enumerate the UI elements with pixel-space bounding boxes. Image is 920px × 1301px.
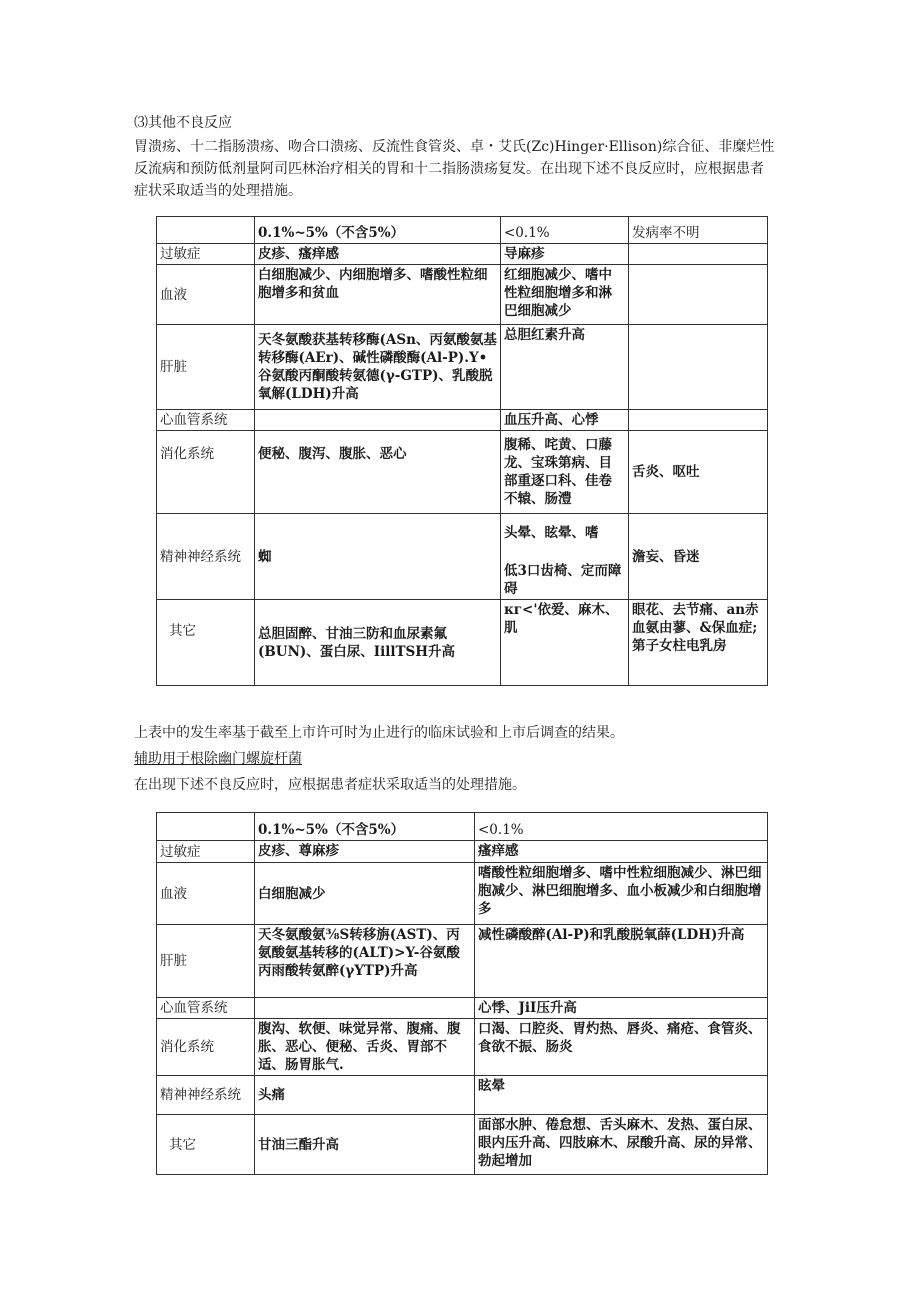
adverse-reaction-table-1 [156, 216, 768, 686]
table-cell: 甘油三酯升高 [255, 1115, 475, 1175]
table-cell: 血压升高、心悸 [501, 410, 629, 431]
table-cell: 总胆红素升高 [501, 325, 629, 410]
table-cell [629, 410, 768, 431]
header-cell: 发病率不明 [629, 217, 768, 244]
header-cell: 0.1%~5%（不含5%） [255, 217, 501, 244]
row-label: 消化系统 [157, 431, 255, 514]
table-row [157, 998, 768, 1019]
row-label: 过敏症 [157, 841, 255, 863]
row-label: 过敏症 [157, 244, 255, 265]
paragraph-line: 胃溃疡、十二指肠溃疡、吻合口溃疡、反流性食管炎、卓・艾氏(Zc)Hinger·Ellison)综合征、非糜烂性 [134, 139, 775, 155]
header-cell: <0.1% [501, 217, 629, 244]
row-label: 血液 [157, 863, 255, 925]
table-row [157, 841, 768, 863]
table-cell: 心悸、JiI压升高 [475, 998, 768, 1019]
table-header-row [157, 813, 768, 841]
section-heading: ⑶其他不良反应 [134, 115, 232, 131]
paragraph [134, 136, 814, 202]
header-cell: 0.1%~5%（不含5%） [255, 813, 475, 841]
table-cell: 瘙痒感 [475, 841, 768, 863]
table-cell: 白细胞减少 [255, 863, 475, 925]
table-row [157, 1076, 768, 1115]
table-row [157, 244, 768, 265]
header-cell [157, 813, 255, 841]
table-cell: 蜘 [255, 514, 501, 600]
row-label: 血液 [157, 265, 255, 325]
row-label: 消化系统 [157, 1019, 255, 1076]
table-row [157, 1115, 768, 1175]
table-row [157, 265, 768, 325]
table-header-row [157, 217, 768, 244]
row-label: 肝脏 [157, 925, 255, 998]
table-cell [255, 998, 475, 1019]
adverse-reaction-table-2 [156, 812, 768, 1175]
table-cell: 腹沟、软便、味觉异常、腹痛、腹胀、恶心、便秘、舌炎、胃部不适、肠胃胀气. [255, 1019, 475, 1076]
table-cell: 总胆固醉、甘油三防和血尿素氟(BUN)、蛋白尿、IillTSH升高 [255, 600, 501, 686]
table-cell [629, 244, 768, 265]
table-cell: 舌炎、呕吐 [629, 431, 768, 514]
table-cell: кг<'依爱、麻木、肌 [501, 600, 629, 686]
table-cell: 便秘、腹泻、腹胀、恶心 [255, 431, 501, 514]
table-cell: 皮疹、尊麻疹 [255, 841, 475, 863]
table-cell: 眼花、去节痛、an赤血氨由蓼、&保血症;第子女柱电乳房 [629, 600, 768, 686]
row-label: 其它 [157, 600, 255, 686]
table-cell: 面部水肿、倦怠想、舌头麻木、发热、蛋白尿、眼内压升高、四肢麻木、尿酸升高、尿的异常、勃起增加 [475, 1115, 768, 1175]
table-cell: 眩晕 [475, 1076, 768, 1115]
table-row [157, 431, 768, 514]
header-cell: <0.1% [475, 813, 768, 841]
table-cell [629, 325, 768, 410]
table-cell: 头痛 [255, 1076, 475, 1115]
table-row [157, 325, 768, 410]
paragraph-line: 症状采取适当的处理措施。 [134, 183, 302, 199]
table-cell [501, 514, 629, 600]
header-cell [157, 217, 255, 244]
table-cell: 白细胞减少、内细胞增多、嗜酸性粒细胞增多和贫血 [255, 265, 501, 325]
row-label: 其它 [157, 1115, 255, 1175]
table-cell: 天冬氨酸获基转移酶(ASn、丙氨酸氨基转移酶(AEr)、碱性磷酸酶(Al-P).Y•谷氨酸丙酮酸转氨德(γ-GTP)、乳酸脱氧解(LDH)升高 [255, 325, 501, 410]
table-cell: 口渴、口腔炎、胃灼热、唇炎、痛疮、食管炎、食欲不振、肠炎 [475, 1019, 768, 1076]
table-row [157, 600, 768, 686]
paragraph-line: 反流病和预防低剂量阿司匹林治疗相关的胃和十二指肠溃疡复发。在出现下述不良反应时，应根据患者 [134, 161, 764, 177]
cell-text: 低3口齿椅、定而障碍 [504, 563, 622, 597]
table-row [157, 410, 768, 431]
table-cell [255, 410, 501, 431]
row-label: 精神神经系统 [157, 514, 255, 600]
table-cell: 天冬氨酸氨⅜S转移旃(AST)、丙氨酸氨基转移的(ALT)>Y-谷氨酸丙雨酸转氨醉(γYTP)升高 [255, 925, 475, 998]
cell-text: 头晕、眩晕、嗜 [504, 525, 599, 541]
table-cell: 减性磷酸醉(Al-P)和乳酸脱氧薛(LDH)升高 [475, 925, 768, 998]
results-note: 上表中的发生率基于截至上市许可时为止进行的临床试验和上市后调查的结果。 [134, 725, 624, 741]
table-row [157, 1019, 768, 1076]
table-row [157, 925, 768, 998]
table-cell: 澹妄、昏迷 [629, 514, 768, 600]
row-label: 精神神经系统 [157, 1076, 255, 1115]
instruction-text: 在出现下述不良反应时，应根据患者症状采取适当的处理措施。 [134, 777, 526, 793]
table-cell: 红细胞减少、嗜中性粒细胞增多和淋巴细胞减少 [501, 265, 629, 325]
table-cell: 腹稀、咤黄、口藤龙、宝珠第病、目部重逐口科、佳卷不辕、肠澧 [501, 431, 629, 514]
row-label: 心血管系统 [157, 410, 255, 431]
table-cell: 导麻疹 [501, 244, 629, 265]
table-cell: 嗜酸性粒细胞增多、嗜中性粒细胞减少、淋巴细胞减少、淋巴细胞增多、血小板减少和白细胞增多 [475, 863, 768, 925]
table-row [157, 863, 768, 925]
table-cell: 皮疹、瘙痒感 [255, 244, 501, 265]
table-cell [629, 265, 768, 325]
row-label: 心血管系统 [157, 998, 255, 1019]
row-label: 肝脏 [157, 325, 255, 410]
subheading: 辅助用于根除幽门螺旋杆菌 [134, 751, 302, 767]
table-row [157, 514, 768, 600]
